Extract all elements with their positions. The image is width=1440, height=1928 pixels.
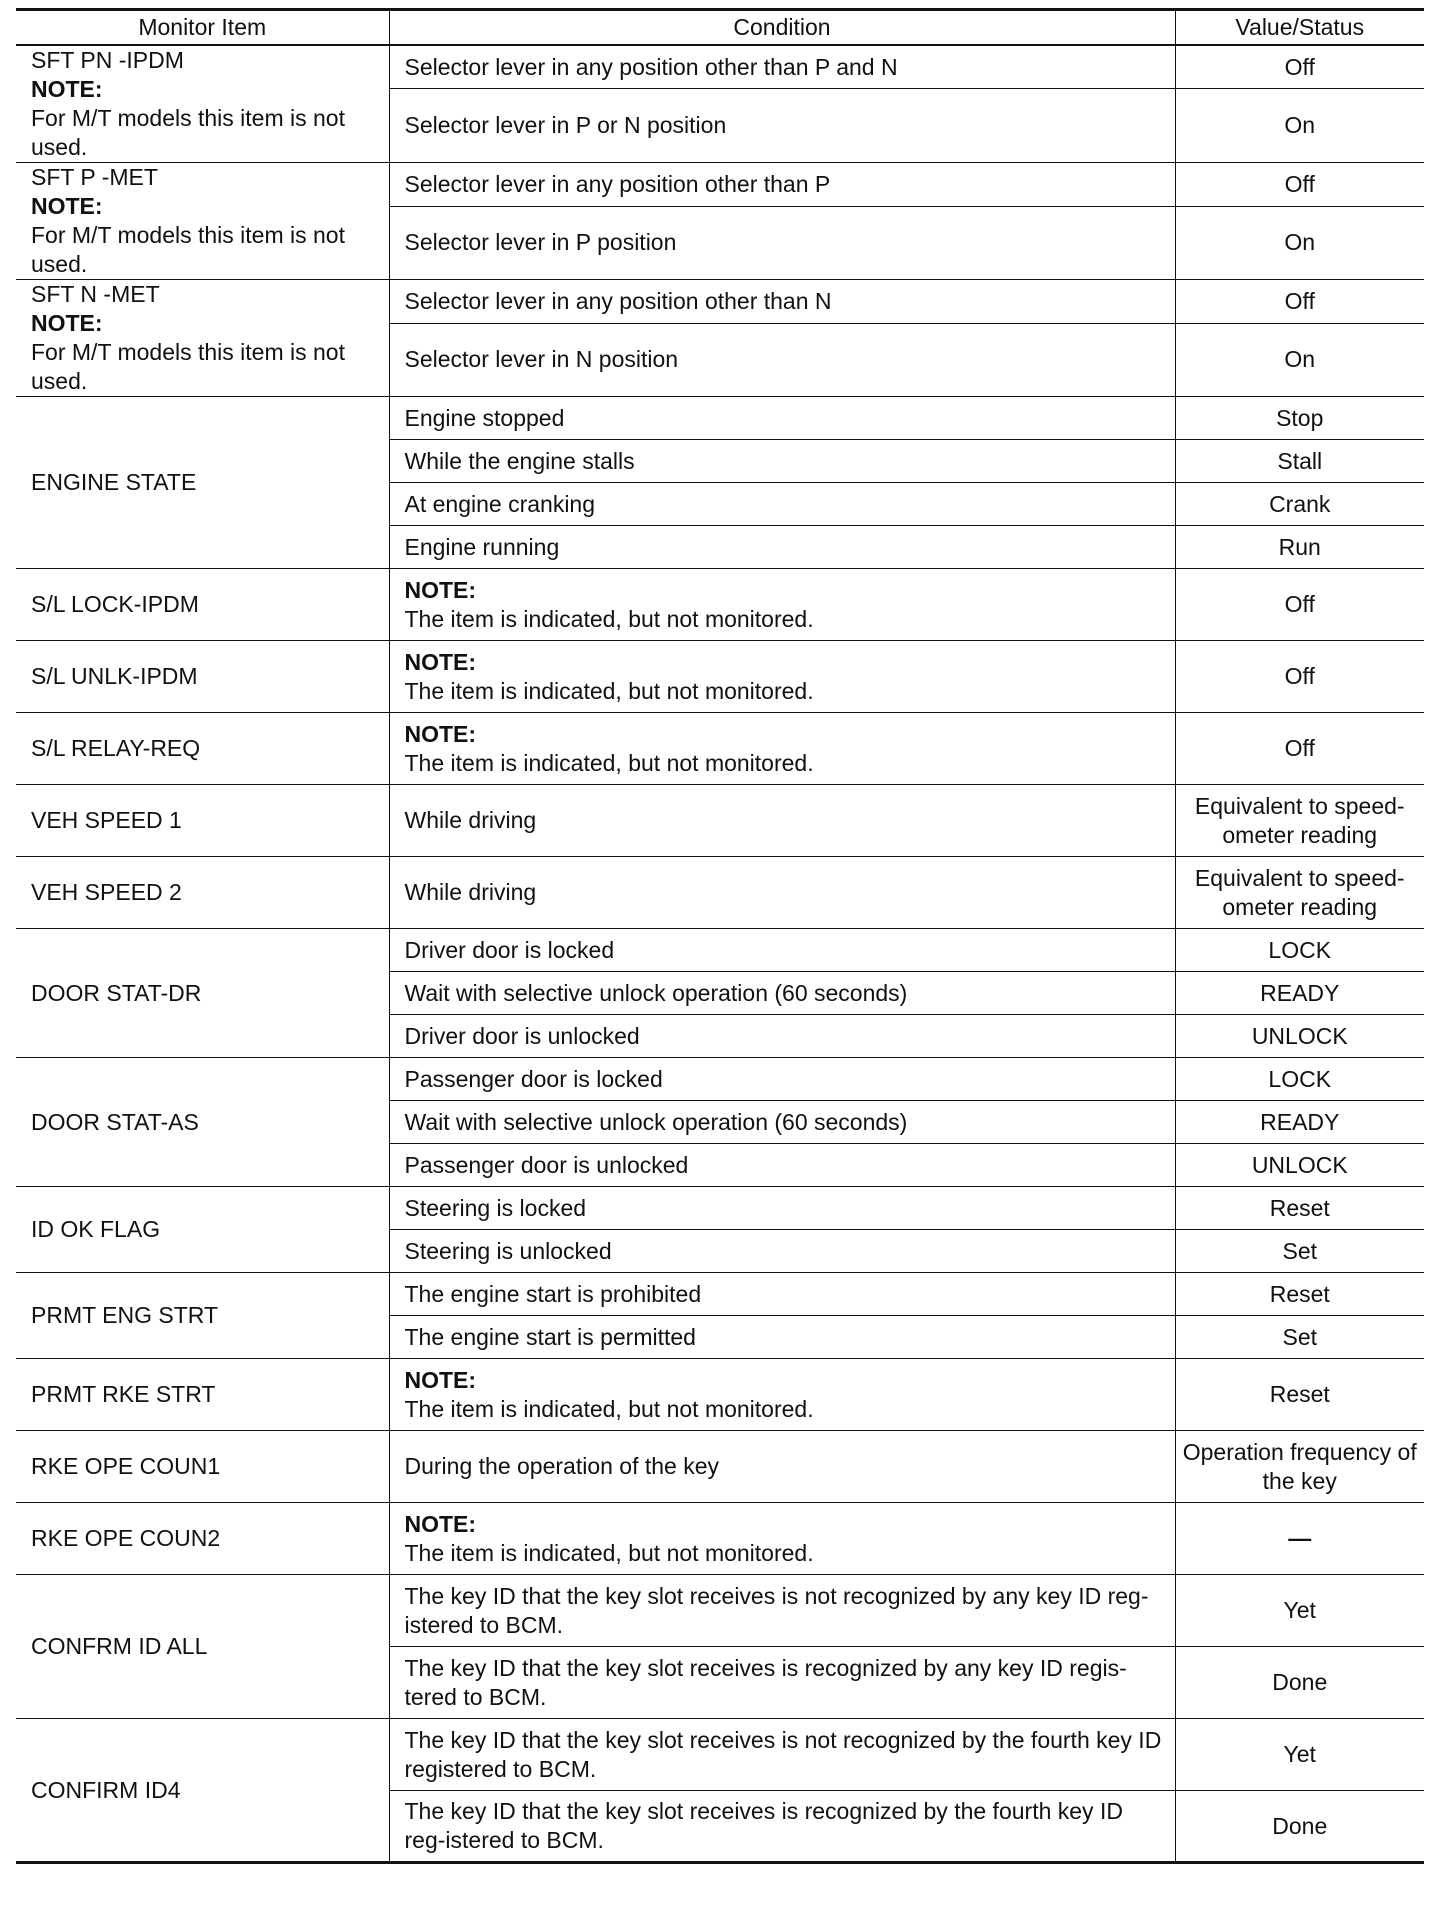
value-cell: READY [1175,1101,1424,1144]
value-cell: Set [1175,1230,1424,1273]
condition-cell: Engine stopped [389,397,1175,440]
header-condition: Condition [389,10,1175,46]
value-cell: Off [1175,45,1424,89]
condition-cell: The key ID that the key slot receives is recognized by any key ID regis-tered to BCM. [389,1647,1175,1719]
monitor-item-cell: S/L UNLK-IPDM [16,641,389,713]
monitor-item-cell: CONFIRM ID4 [16,1719,389,1863]
table-row [16,1187,1424,1230]
table-row [16,641,1424,713]
header-value-status: Value/Status [1175,10,1424,46]
condition-cell [389,713,1175,785]
note-label: NOTE: [404,576,477,603]
condition-cell: The key ID that the key slot receives is not recognized by the fourth key ID registered to BCM. [389,1719,1175,1791]
table-row [16,397,1424,440]
table-row [16,713,1424,785]
value-cell: Equivalent to speed-ometer reading [1175,857,1424,929]
monitor-item-cell: PRMT ENG STRT [16,1273,389,1359]
note-label: NOTE: [31,310,103,336]
condition-cell: Wait with selective unlock operation (60 seconds) [389,1101,1175,1144]
value-cell: Reset [1175,1273,1424,1316]
value-cell: Reset [1175,1359,1424,1431]
monitor-item-name: SFT N -MET [31,281,160,307]
table-row [16,280,1424,324]
table-row [16,1431,1424,1503]
monitor-item-cell: ENGINE STATE [16,397,389,569]
table-row [16,1359,1424,1431]
note-label: NOTE: [404,720,477,747]
note-text: The item is indicated, but not monitored. [404,1395,814,1422]
condition-cell [389,641,1175,713]
value-cell: Off [1175,163,1424,207]
condition-cell: Selector lever in any position other than P [389,163,1175,207]
monitor-item-cell: RKE OPE COUN1 [16,1431,389,1503]
table-row [16,929,1424,972]
monitor-item-cell: S/L LOCK-IPDM [16,569,389,641]
condition-cell: Selector lever in P position [389,206,1175,279]
table-row [16,785,1424,857]
condition-cell: During the operation of the key [389,1431,1175,1503]
condition-cell: Selector lever in any position other than N [389,280,1175,324]
value-cell: UNLOCK [1175,1015,1424,1058]
header-monitor-item: Monitor Item [16,10,389,46]
note-label: NOTE: [404,1366,477,1393]
monitor-item-cell: DOOR STAT-DR [16,929,389,1058]
condition-cell [389,1503,1175,1575]
table-row [16,569,1424,641]
table-row [16,45,1424,89]
condition-cell: Driver door is unlocked [389,1015,1175,1058]
value-cell: Off [1175,713,1424,785]
condition-cell: While the engine stalls [389,440,1175,483]
value-cell: On [1175,89,1424,163]
table-row [16,163,1424,207]
value-cell: LOCK [1175,1058,1424,1101]
monitor-item-cell: DOOR STAT-AS [16,1058,389,1187]
monitor-item-cell: S/L RELAY-REQ [16,713,389,785]
table-row [16,1273,1424,1316]
condition-cell: Passenger door is unlocked [389,1144,1175,1187]
value-cell: Set [1175,1316,1424,1359]
note-text: For M/T models this item is not used. [31,222,345,277]
value-cell: Stall [1175,440,1424,483]
table-row [16,1503,1424,1575]
value-cell: Run [1175,526,1424,569]
monitor-item-cell: ID OK FLAG [16,1187,389,1273]
value-cell: READY [1175,972,1424,1015]
note-text: The item is indicated, but not monitored. [404,749,814,776]
condition-cell: The key ID that the key slot receives is not recognized by any key ID reg-istered to BCM. [389,1575,1175,1647]
value-cell: Off [1175,641,1424,713]
monitor-item-name: SFT P -MET [31,164,158,190]
note-text: The item is indicated, but not monitored. [404,605,814,632]
monitor-item-cell: VEH SPEED 2 [16,857,389,929]
value-cell: — [1175,1503,1424,1575]
monitor-item-cell [16,45,389,163]
table-row [16,857,1424,929]
value-cell: Crank [1175,483,1424,526]
condition-cell: The engine start is permitted [389,1316,1175,1359]
value-cell: LOCK [1175,929,1424,972]
condition-cell: Selector lever in any position other than P and N [389,45,1175,89]
condition-cell [389,1359,1175,1431]
monitor-item-cell [16,280,389,397]
note-label: NOTE: [31,193,103,219]
monitor-item-cell: RKE OPE COUN2 [16,1503,389,1575]
condition-cell: While driving [389,857,1175,929]
condition-cell: Selector lever in P or N position [389,89,1175,163]
note-label: NOTE: [31,76,103,102]
condition-cell: Passenger door is locked [389,1058,1175,1101]
value-cell: Done [1175,1791,1424,1863]
note-text: For M/T models this item is not used. [31,339,345,394]
condition-cell: Driver door is locked [389,929,1175,972]
condition-cell: Wait with selective unlock operation (60 seconds) [389,972,1175,1015]
note-text: The item is indicated, but not monitored. [404,677,814,704]
monitor-item-name: SFT PN -IPDM [31,47,184,73]
value-cell: Done [1175,1647,1424,1719]
value-cell: Off [1175,280,1424,324]
value-cell: Yet [1175,1575,1424,1647]
value-cell: Stop [1175,397,1424,440]
table-row [16,1719,1424,1791]
condition-cell: The engine start is prohibited [389,1273,1175,1316]
value-cell: Equivalent to speed-ometer reading [1175,785,1424,857]
value-cell: Operation frequency of the key [1175,1431,1424,1503]
condition-cell: Steering is locked [389,1187,1175,1230]
value-cell: UNLOCK [1175,1144,1424,1187]
condition-cell: Steering is unlocked [389,1230,1175,1273]
monitor-item-cell [16,163,389,280]
header-row [16,10,1424,46]
table-row [16,1575,1424,1647]
value-cell: On [1175,206,1424,279]
value-cell: Reset [1175,1187,1424,1230]
value-cell: Off [1175,569,1424,641]
condition-cell [389,569,1175,641]
monitor-item-cell: PRMT RKE STRT [16,1359,389,1431]
condition-cell: While driving [389,785,1175,857]
note-label: NOTE: [404,648,477,675]
condition-cell: At engine cranking [389,483,1175,526]
note-text: For M/T models this item is not used. [31,105,345,160]
monitor-item-cell: CONFRM ID ALL [16,1575,389,1719]
condition-cell: Engine running [389,526,1175,569]
value-cell: Yet [1175,1719,1424,1791]
monitor-table [16,8,1424,1864]
condition-cell: Selector lever in N position [389,323,1175,396]
note-label: NOTE: [404,1510,477,1537]
monitor-item-cell: VEH SPEED 1 [16,785,389,857]
condition-cell: The key ID that the key slot receives is recognized by the fourth key ID reg-istered to BCM. [389,1791,1175,1863]
value-cell: On [1175,323,1424,396]
table-row [16,1058,1424,1101]
note-text: The item is indicated, but not monitored. [404,1539,814,1566]
